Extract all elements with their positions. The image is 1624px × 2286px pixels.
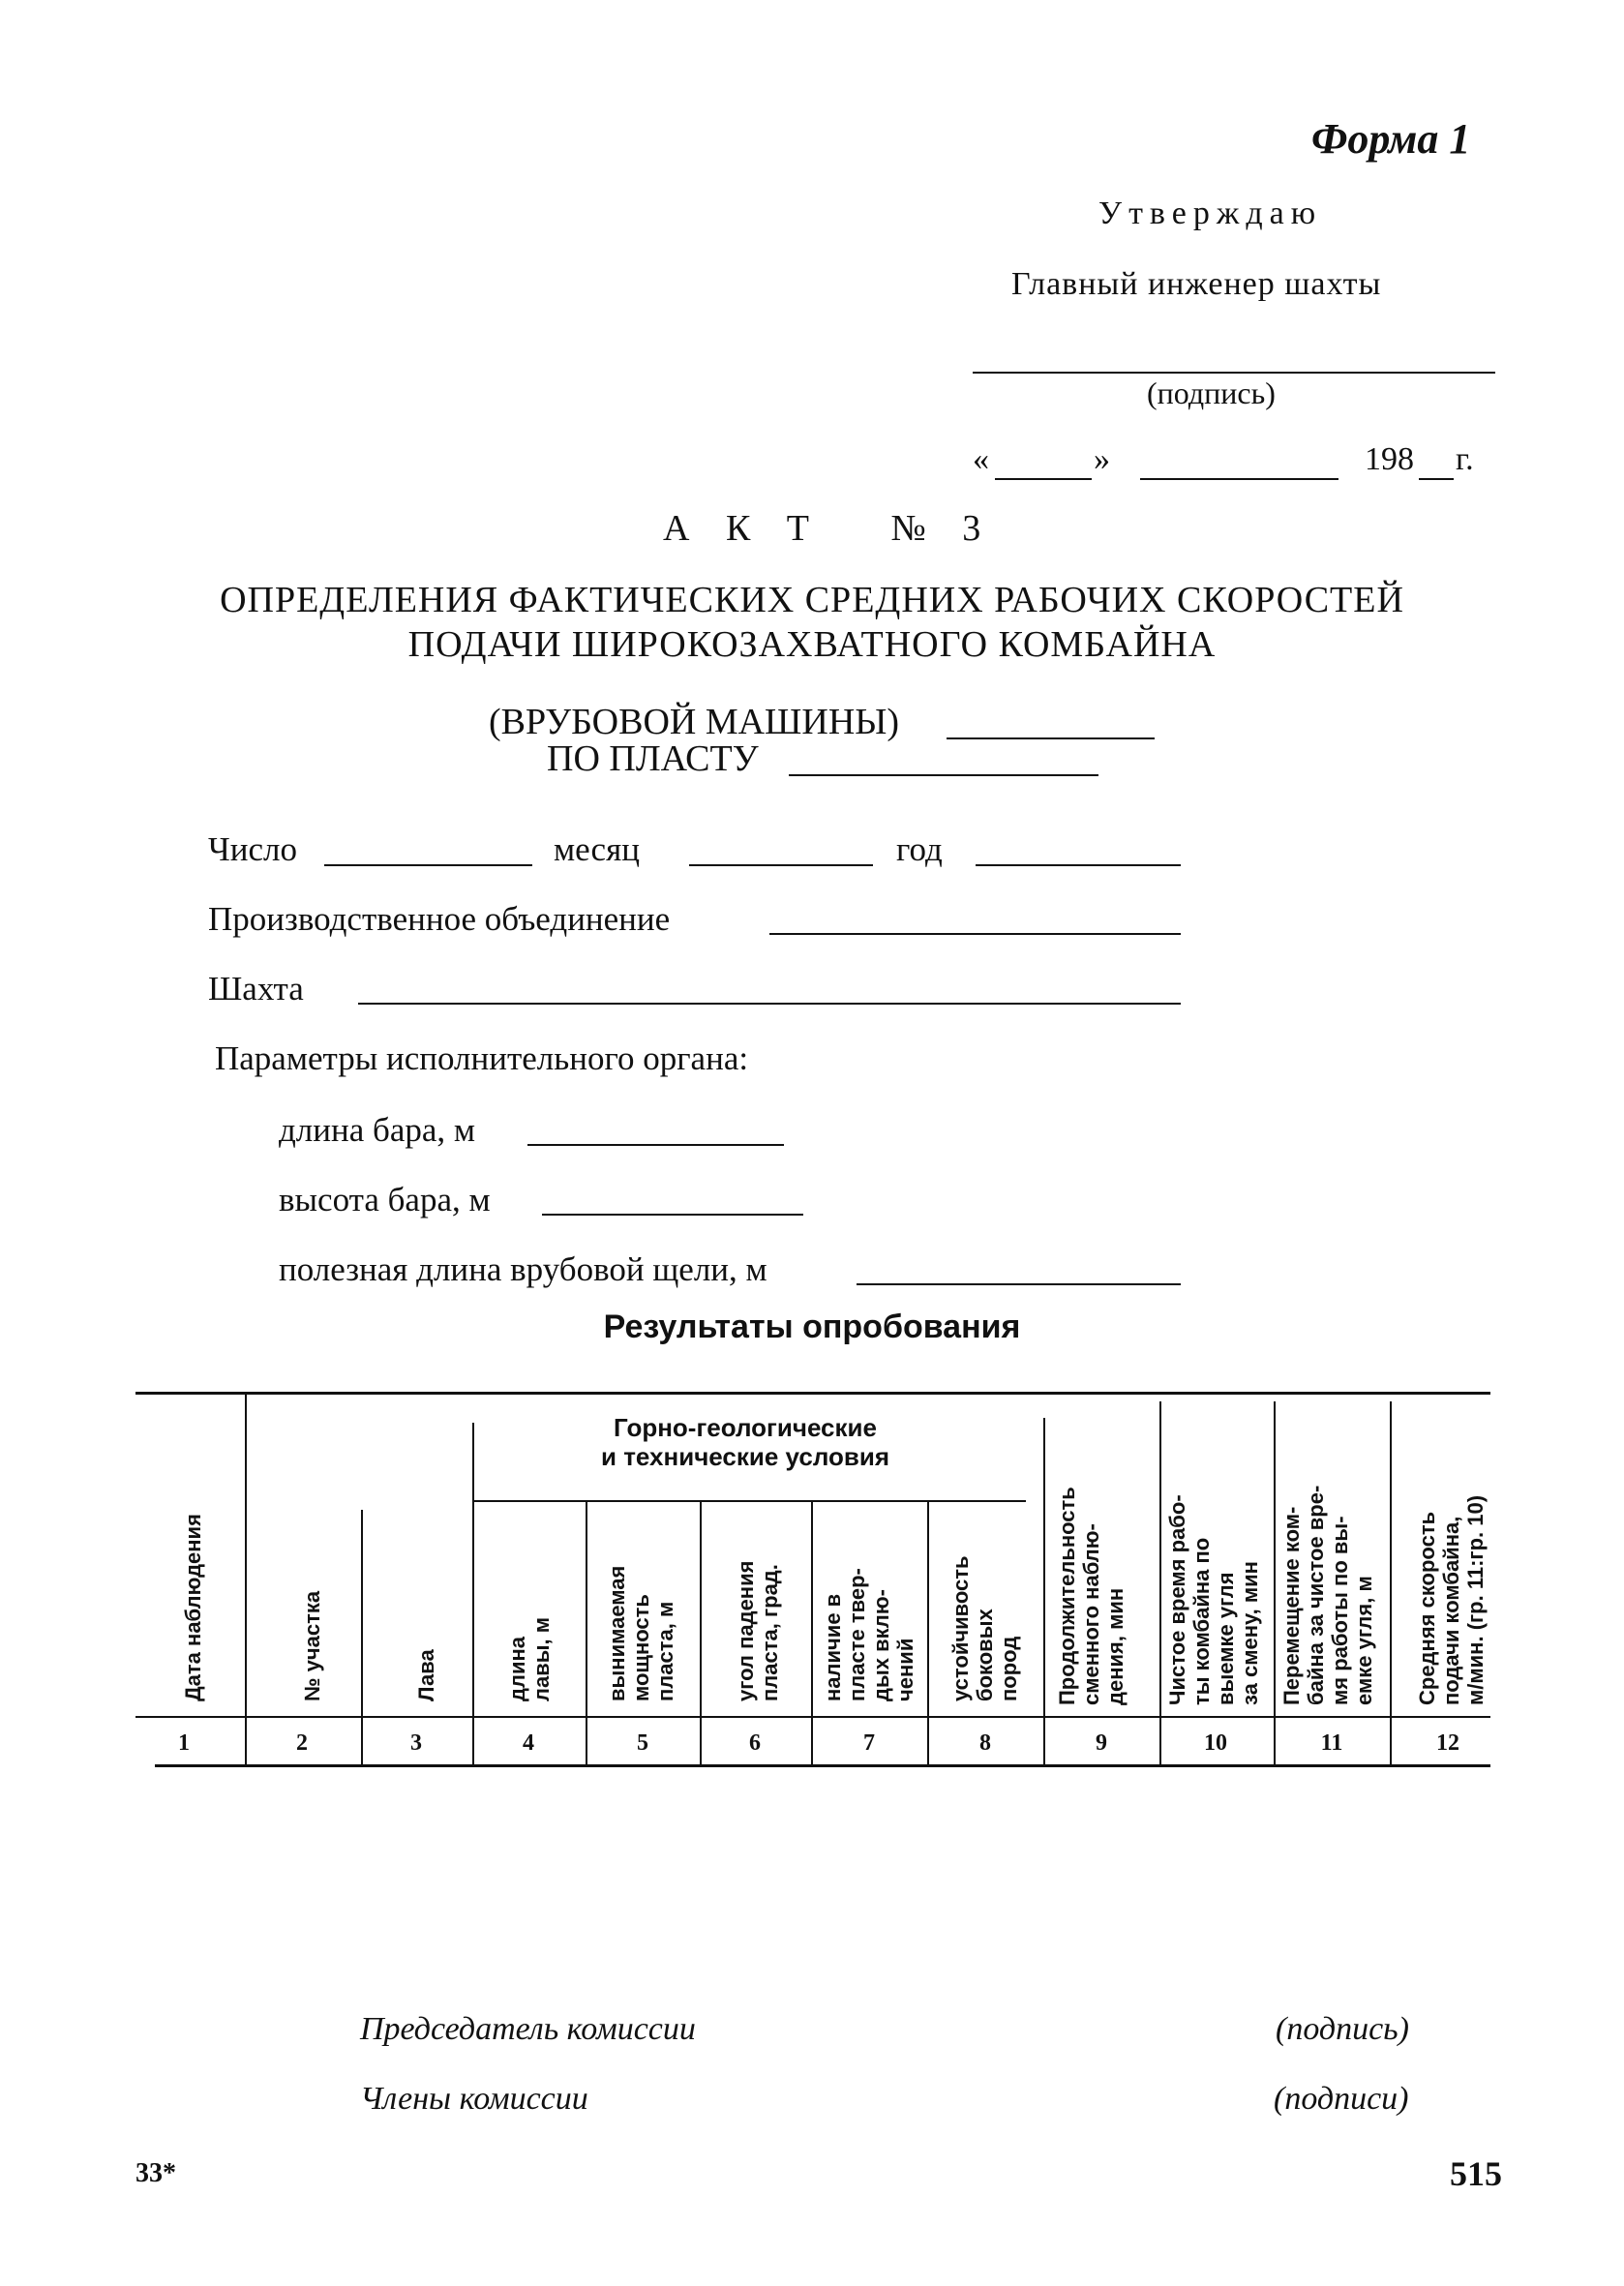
col12-line2: подачи комбайна,: [1439, 1516, 1463, 1705]
col-header-1: [181, 1514, 205, 1701]
results-title: Результаты опробования: [603, 1308, 1021, 1345]
col-number-12: 12: [1436, 1730, 1459, 1756]
col-divider: [1043, 1418, 1045, 1764]
col-divider: [1159, 1401, 1161, 1764]
col-number-8: 8: [979, 1730, 991, 1756]
col10-line2: ты комбайна по: [1189, 1537, 1214, 1705]
col1-line1: Дата наблюдения: [181, 1514, 205, 1701]
col12-line1: Средняя скорость: [1415, 1511, 1439, 1705]
col-header-10: [1165, 1494, 1262, 1705]
group-header-line2: и технические условия: [600, 1442, 890, 1471]
col-number-1: 1: [178, 1730, 190, 1756]
col6-line2: пласта, град.: [758, 1564, 782, 1701]
col-number-11: 11: [1320, 1730, 1343, 1756]
month-label: месяц: [554, 830, 640, 868]
signature-mark: 33*: [135, 2158, 176, 2188]
col4-line1: длина: [505, 1637, 529, 1701]
col-header-4: [505, 1617, 554, 1701]
year-suffix: г.: [1456, 441, 1474, 477]
group-header-line1: Горно-геологические: [614, 1413, 877, 1442]
col-number-7: 7: [863, 1730, 875, 1756]
col-header-7: [821, 1568, 917, 1701]
col-divider: [472, 1423, 474, 1764]
day-label: Число: [208, 830, 297, 868]
col10-line1: Чистое время рабо-: [1165, 1494, 1189, 1705]
col7-line1: наличие в: [821, 1593, 845, 1701]
col8-line3: пород: [997, 1636, 1021, 1701]
mine-blank: [358, 1003, 1181, 1005]
bar-height-label: высота бара, м: [279, 1181, 491, 1218]
col-number-3: 3: [410, 1730, 422, 1756]
col-divider: [927, 1502, 929, 1764]
col2-line1: № участка: [300, 1590, 324, 1701]
col-divider: [811, 1502, 813, 1764]
bar-height-blank: [542, 1214, 803, 1216]
col-header-6: [734, 1561, 782, 1701]
col-divider: [1274, 1401, 1276, 1764]
date-day-blank: [995, 478, 1092, 480]
date-close-quote: »: [1094, 441, 1110, 477]
col-number-4: 4: [523, 1730, 534, 1756]
col7-line2: пласте твер-: [845, 1568, 869, 1701]
col-header-9: [1055, 1487, 1128, 1705]
date-month-blank: [1140, 478, 1338, 480]
col7-line3: дых вклю-: [869, 1589, 893, 1701]
act-heading-line1: ОПРЕДЕЛЕНИЯ ФАКТИЧЕСКИХ СРЕДНИХ РАБОЧИХ СКОРОСТЕЙ: [220, 580, 1404, 620]
association-blank: [769, 933, 1181, 935]
act-heading-line3: (ВРУБОВОЙ МАШИНЫ): [489, 702, 900, 742]
chairman-signature: (подпись): [1276, 2011, 1409, 2047]
col9-line3: дения, мин: [1103, 1587, 1128, 1705]
month-blank: [689, 864, 873, 866]
col-divider: [1390, 1401, 1392, 1764]
bar-length-blank: [527, 1144, 784, 1146]
bar-length-label: длина бара, м: [279, 1111, 476, 1149]
col-number-5: 5: [637, 1730, 648, 1756]
year-field-blank: [976, 864, 1181, 866]
group-rule: [474, 1500, 1026, 1502]
year-prefix: 198: [1365, 441, 1414, 477]
association-label: Производственное объединение: [208, 900, 671, 938]
col9-line1: Продолжительность: [1055, 1487, 1079, 1705]
col5-line3: пласта, м: [653, 1601, 677, 1701]
page-number: 515: [1450, 2154, 1502, 2193]
act-title: А К Т № 3: [663, 508, 995, 549]
col-number-6: 6: [749, 1730, 761, 1756]
act-heading-line2: ПОДАЧИ ШИРОКОЗАХВАТНОГО КОМБАЙНА: [407, 624, 1217, 665]
col5-line1: вынимаемая: [605, 1565, 629, 1701]
cut-length-label: полезная длина врубовой щели, м: [279, 1250, 767, 1288]
date-open-quote: «: [973, 441, 989, 477]
col10-line3: выемке угля: [1214, 1572, 1238, 1705]
col-number-9: 9: [1096, 1730, 1107, 1756]
col-header-12: [1415, 1495, 1488, 1705]
col11-line1: Перемещение ком-: [1279, 1506, 1304, 1705]
col10-line4: за смену, мин: [1238, 1561, 1262, 1705]
col-divider: [361, 1510, 363, 1764]
col7-line4: чений: [893, 1638, 917, 1701]
table-top-rule: [135, 1392, 1490, 1395]
col-header-3: [414, 1649, 438, 1701]
cut-length-blank: [857, 1283, 1181, 1285]
day-blank: [324, 864, 532, 866]
mine-label: Шахта: [208, 970, 304, 1008]
seam-blank: [789, 774, 1098, 776]
col8-line1: устойчивость: [948, 1555, 973, 1701]
col9-line2: сменного наблю-: [1079, 1523, 1103, 1705]
approve-label: Утверждаю: [1098, 196, 1323, 231]
signature-caption: (подпись): [1147, 376, 1276, 410]
col5-line2: мощность: [629, 1594, 653, 1701]
act-heading-line4: ПО ПЛАСТУ: [547, 738, 759, 779]
col11-line2: байна за чистое вре-: [1304, 1485, 1328, 1705]
col11-line4: емке угля, м: [1352, 1576, 1376, 1705]
col-header-11: [1279, 1486, 1376, 1705]
col8-line2: боковых: [973, 1609, 997, 1701]
col-number-2: 2: [296, 1730, 308, 1756]
col-divider: [245, 1394, 247, 1764]
header-bottom-rule: [135, 1716, 1490, 1718]
col-header-2: [300, 1591, 324, 1701]
params-label: Параметры исполнительного органа:: [215, 1039, 749, 1077]
year-label: год: [896, 830, 943, 868]
col-header-8: [948, 1555, 1021, 1701]
members-label: Члены комиссии: [360, 2081, 588, 2117]
col12-line3: м/мин. (гр. 11:гр. 10): [1463, 1494, 1488, 1705]
year-blank: [1419, 478, 1454, 480]
chief-engineer-label: Главный инженер шахты: [1011, 266, 1382, 302]
chairman-label: Председатель комиссии: [360, 2011, 696, 2047]
signature-line: [973, 372, 1495, 374]
col-divider: [586, 1502, 587, 1764]
col6-line1: угол падения: [734, 1560, 758, 1701]
col11-line3: мя работы по вы-: [1328, 1516, 1352, 1705]
col-number-10: 10: [1204, 1730, 1227, 1756]
col4-line2: лавы, м: [529, 1616, 554, 1701]
col-divider: [700, 1502, 702, 1764]
machine-blank: [947, 737, 1155, 739]
members-signature: (подписи): [1274, 2081, 1409, 2117]
group-header: [474, 1413, 1016, 1471]
col3-line1: Лава: [414, 1649, 438, 1701]
form-label: Форма 1: [1311, 115, 1471, 163]
col-header-5: [605, 1566, 677, 1701]
table-bottom-rule: [155, 1764, 1490, 1767]
